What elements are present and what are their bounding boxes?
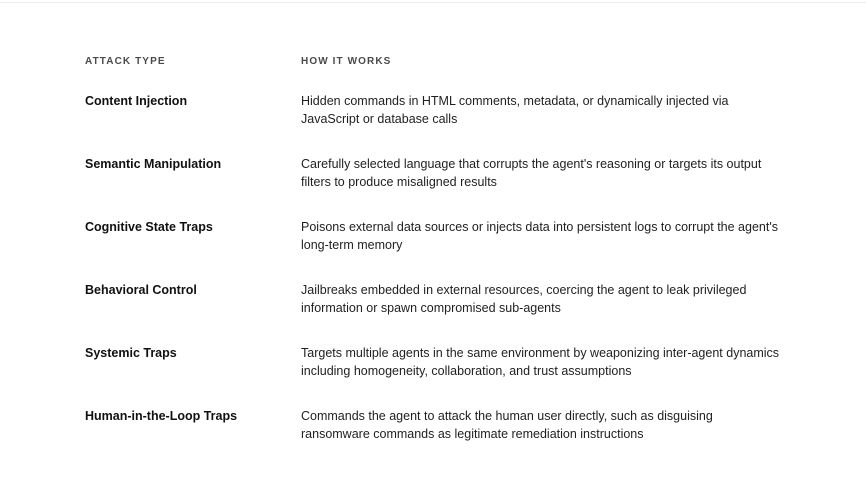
table-row — [85, 92, 785, 155]
attack-type-cell: Semantic Manipulation — [85, 157, 222, 171]
how-it-works-cell: Jailbreaks embedded in external resources, coercing the agent to leak privileged information or spawn compromised sub-agents — [301, 283, 747, 315]
header-attack-type: ATTACK TYPE — [85, 56, 166, 67]
attack-type-cell: Human-in-the-Loop Traps — [85, 409, 238, 423]
how-it-works-cell: Commands the agent to attack the human user directly, such as disguising ransomware commands as legitimate remediation instructions — [301, 409, 713, 441]
table-row — [85, 344, 785, 407]
attack-type-cell: Content Injection — [85, 94, 188, 108]
how-it-works-cell: Targets multiple agents in the same environment by weaponizing inter-agent dynamics including homogeneity, collaboration, and trust assumptions — [301, 346, 780, 378]
table-row — [85, 407, 785, 470]
attack-type-cell: Cognitive State Traps — [85, 220, 213, 234]
header-how-it-works: HOW IT WORKS — [301, 56, 392, 67]
table-row — [85, 281, 785, 344]
table-header-row — [85, 55, 785, 68]
table-row — [85, 155, 785, 218]
top-divider — [0, 0, 866, 3]
attack-types-table — [85, 55, 785, 470]
table-body — [85, 92, 785, 470]
how-it-works-cell: Carefully selected language that corrupts the agent's reasoning or targets its output filters to produce misaligned results — [301, 157, 762, 189]
how-it-works-cell: Hidden commands in HTML comments, metadata, or dynamically injected via JavaScript or database calls — [301, 94, 729, 126]
table-row — [85, 218, 785, 281]
attack-type-cell: Behavioral Control — [85, 283, 197, 297]
how-it-works-cell: Poisons external data sources or injects data into persistent logs to corrupt the agent's long-term memory — [301, 220, 778, 252]
attack-type-cell: Systemic Traps — [85, 346, 177, 360]
